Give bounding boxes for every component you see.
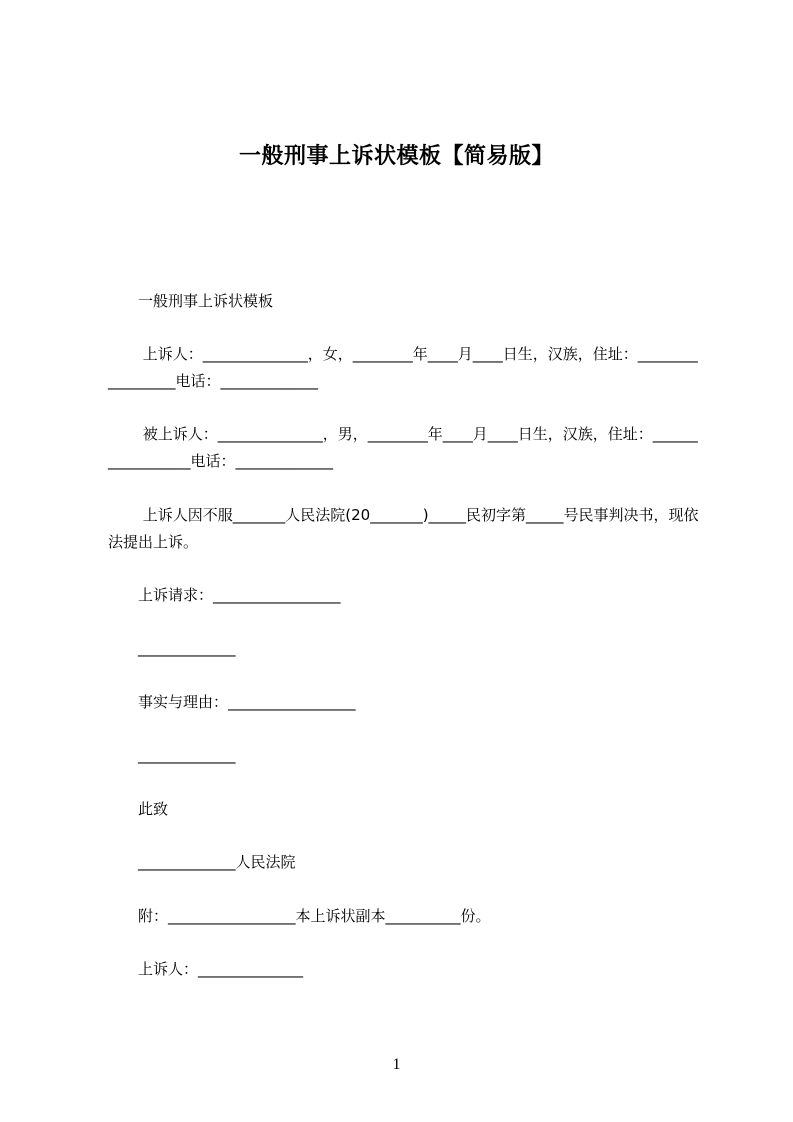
salutation-line: 此致 [108,800,169,818]
attachment-line: 附：_________________本上诉状副本__________份。 [108,907,491,925]
template-heading: 一般刑事上诉状模板 [108,292,274,310]
appellant-info-paragraph: 上诉人：______________，女，________年____月____日生，汉族，住址：_________________电话：_____________ [108,345,698,390]
appellee-info-paragraph: 被上诉人：______________，男，________年____月____日生，汉族，住址：_________________电话：_____________ [108,425,698,470]
court-line: _____________人民法院 [108,853,296,871]
appellant-signature-line: 上诉人：______________ [108,960,304,978]
document-title: 一般刑事上诉状模板【简易版】 [238,144,554,169]
appeal-statement-paragraph: 上诉人因不服_______人民法院(20_______)_____民初字第_____号民事判决书，现依法提出上诉。 [108,506,699,551]
facts-reasons-line: 事实与理由：_________________ [108,693,356,711]
page-number: 1 [392,1056,401,1073]
appeal-request-blank: _____________ [108,639,236,657]
facts-reasons-blank: _____________ [108,746,236,764]
appeal-request-line: 上诉请求：_________________ [108,586,341,604]
